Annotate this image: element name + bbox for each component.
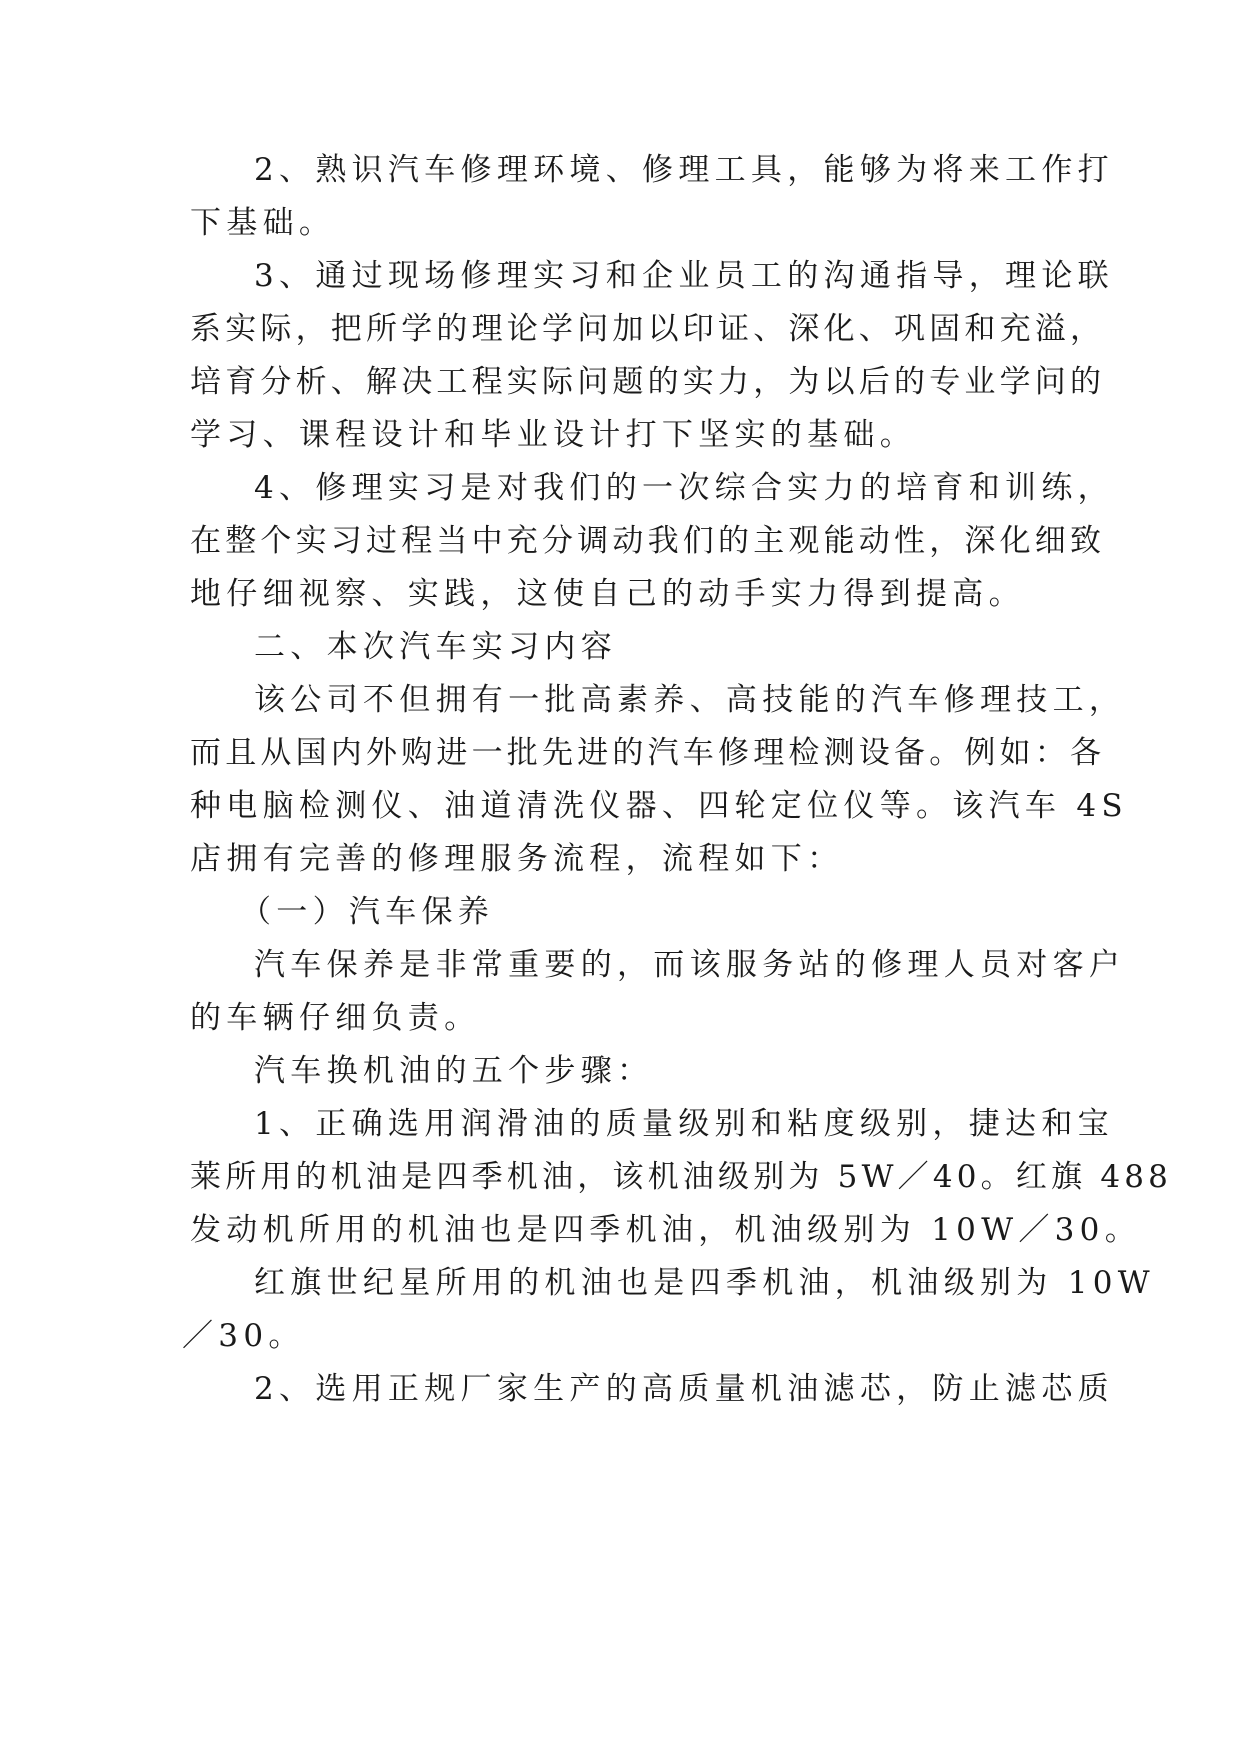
paragraph-line: 培育分析、解决工程实际问题的实力，为以后的专业学问的	[190, 364, 1106, 400]
paragraph-line: ／30。	[182, 1318, 305, 1354]
paragraph-line: 莱所用的机油是四季机油，该机油级别为 5W／40。红旗 488	[190, 1159, 1173, 1195]
paragraph-line: 在整个实习过程当中充分调动我们的主观能动性，深化细致	[190, 523, 1106, 559]
paragraph-line: 学习、课程设计和毕业设计打下坚实的基础。	[190, 417, 916, 453]
paragraph-line: 汽车换机油的五个步骤：	[254, 1053, 654, 1089]
paragraph-line: 发动机所用的机油也是四季机油，机油级别为 10W／30。	[190, 1212, 1142, 1248]
paragraph-line: 的车辆仔细负责。	[190, 1000, 481, 1036]
paragraph-line: 1、正确选用润滑油的质量级别和粘度级别，捷达和宝	[254, 1106, 1114, 1142]
subsection-heading: （一）汽车保养	[240, 894, 495, 930]
paragraph-line: 4、修理实习是对我们的一次综合实力的培育和训练，	[254, 470, 1114, 506]
paragraph-line: 店拥有完善的修理服务流程，流程如下：	[190, 841, 844, 877]
paragraph-line: 该公司不但拥有一批高素养、高技能的汽车修理技工，	[254, 682, 1126, 718]
paragraph-line: 汽车保养是非常重要的，而该服务站的修理人员对客户	[254, 947, 1126, 983]
paragraph-line: 红旗世纪星所用的机油也是四季机油，机油级别为 10W	[254, 1265, 1155, 1301]
paragraph-line: 地仔细视察、实践，这使自己的动手实力得到提高。	[190, 576, 1025, 612]
paragraph-line: 种电脑检测仪、油道清洗仪器、四轮定位仪等。该汽车 4S	[190, 788, 1128, 824]
paragraph-line: 3、通过现场修理实习和企业员工的沟通指导，理论联	[254, 258, 1114, 294]
paragraph-line: 2、选用正规厂家生产的高质量机油滤芯，防止滤芯质	[254, 1371, 1114, 1407]
section-heading: 二、本次汽车实习内容	[254, 629, 617, 665]
paragraph-line: 而且从国内外购进一批先进的汽车修理检测设备。例如：各	[190, 735, 1106, 771]
paragraph-line: 系实际，把所学的理论学问加以印证、深化、巩固和充溢，	[190, 311, 1106, 347]
paragraph-line: 下基础。	[190, 205, 336, 241]
paragraph-line: 2、熟识汽车修理环境、修理工具，能够为将来工作打	[254, 152, 1114, 188]
